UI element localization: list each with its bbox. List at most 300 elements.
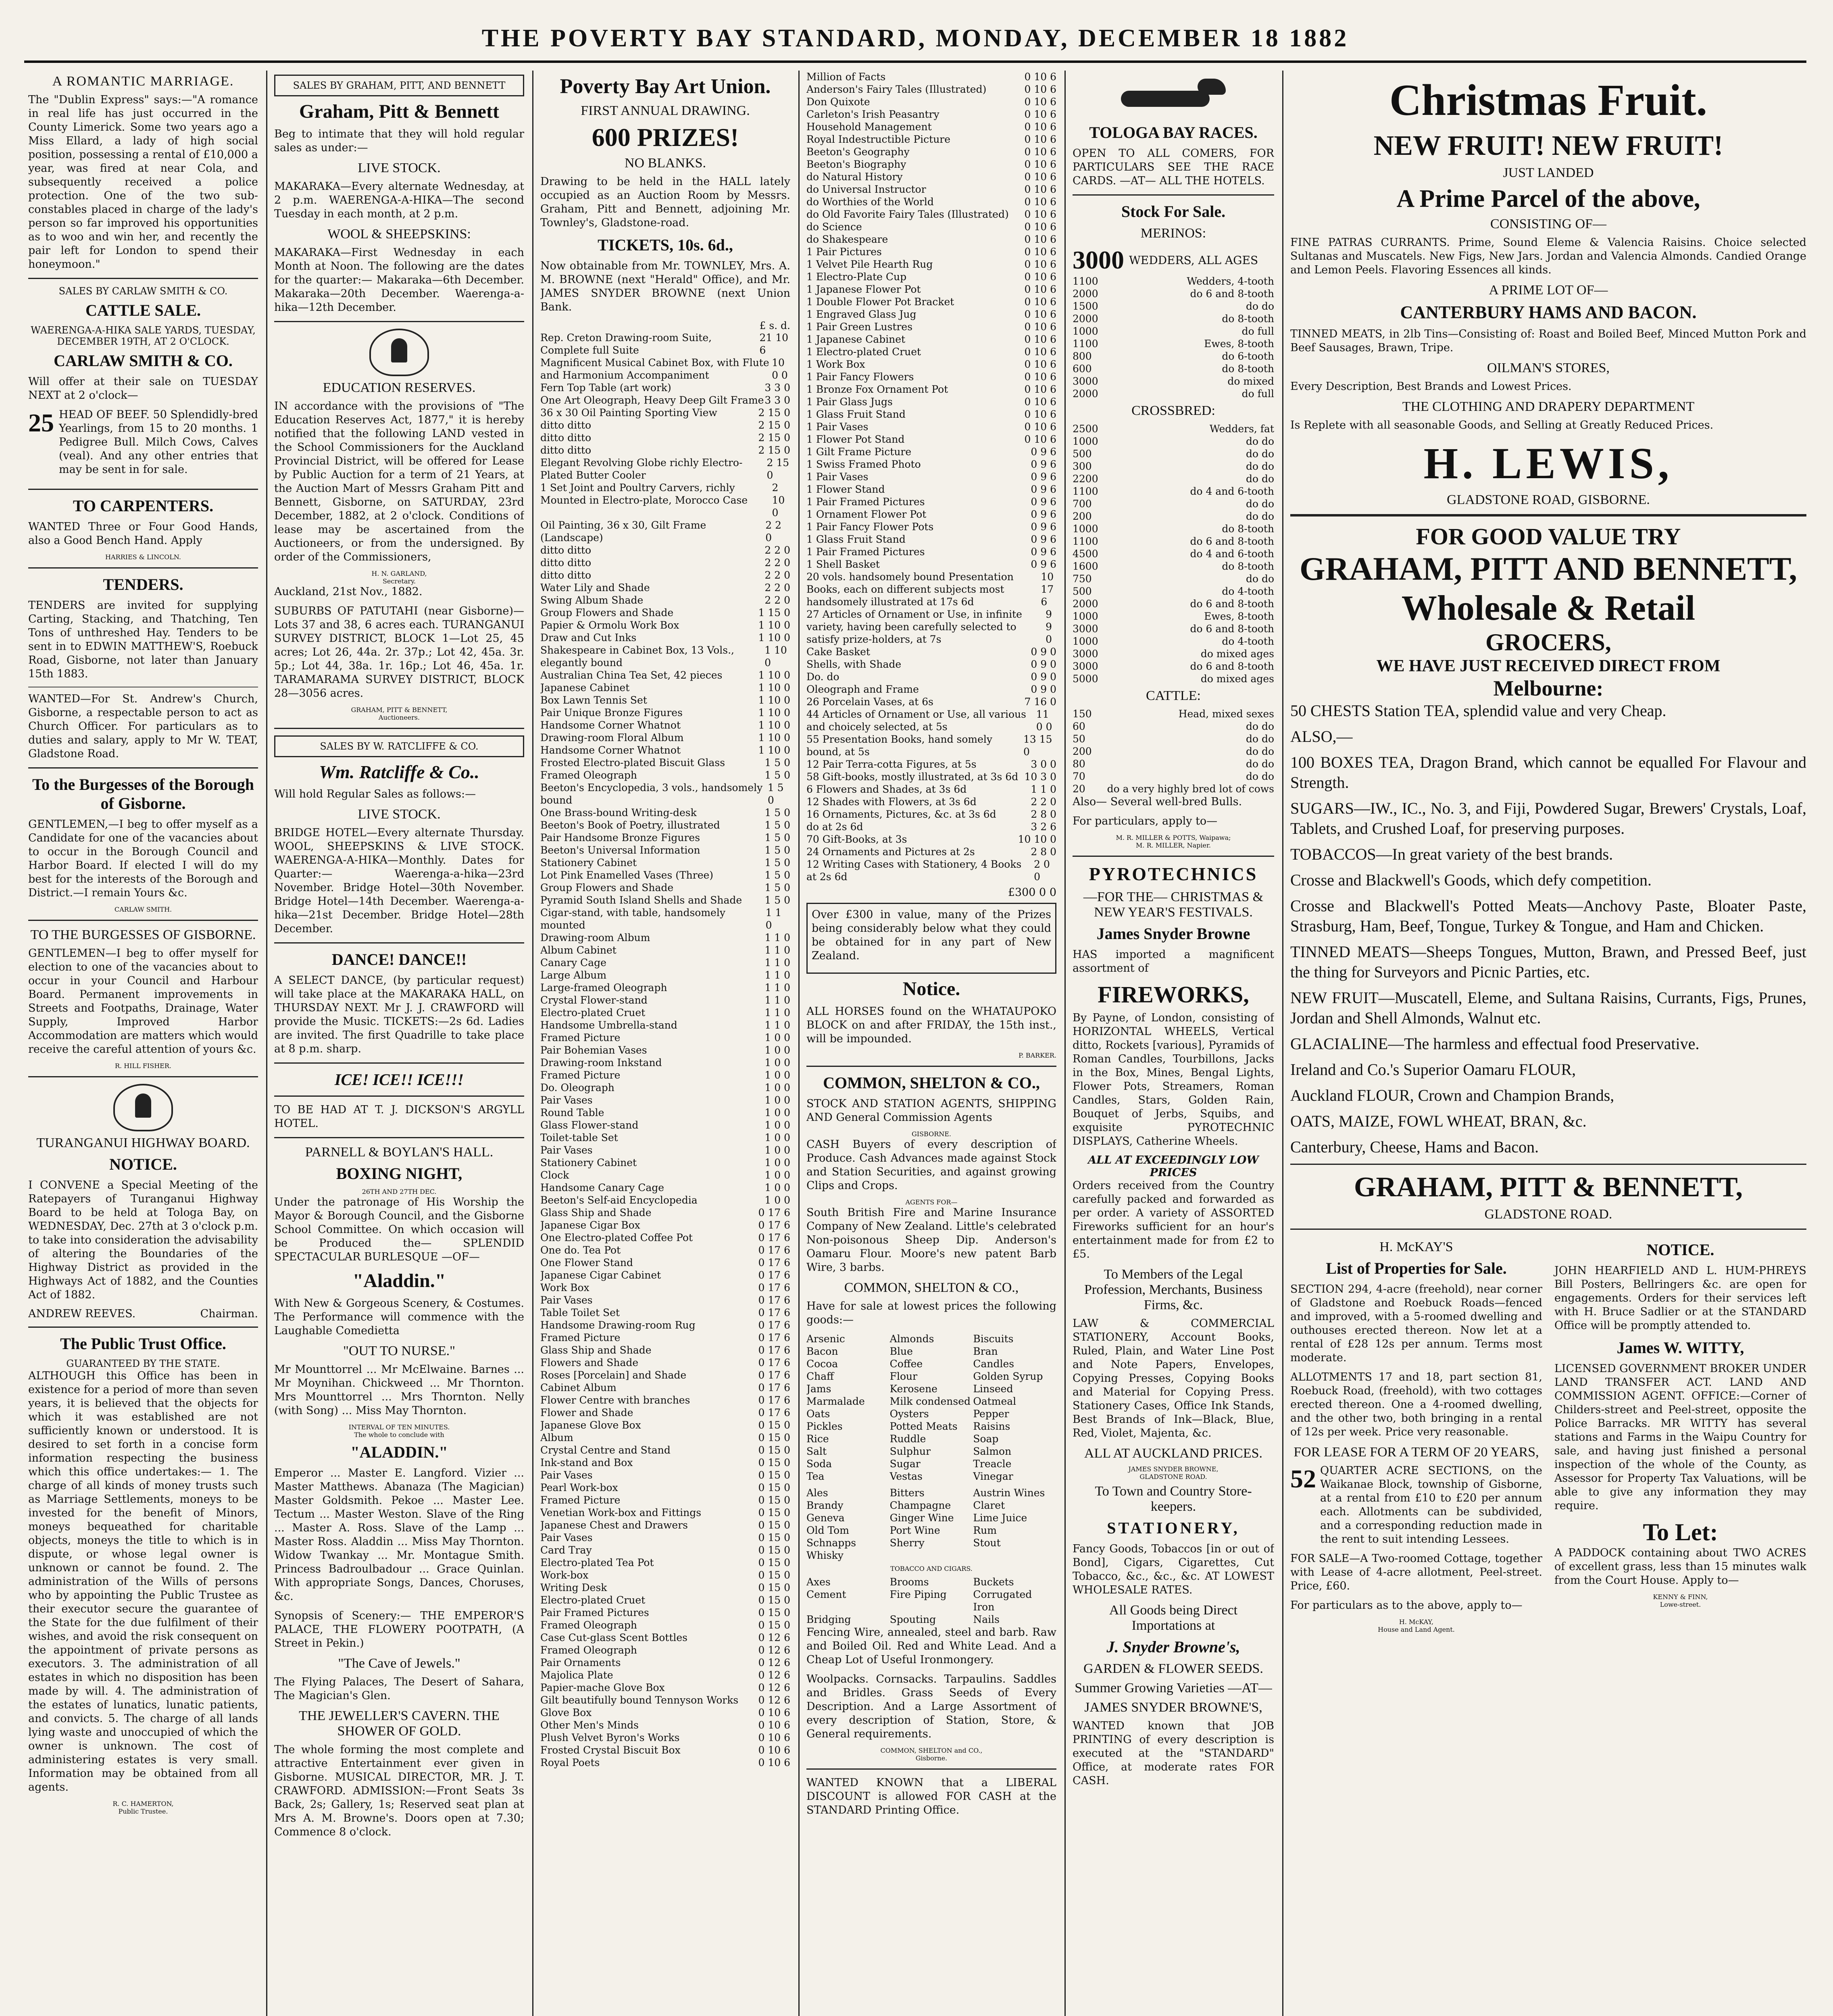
grocers-title: GROCERS, (1485, 629, 1611, 656)
apply-text: For particulars as to the above, apply to— (1290, 1599, 1523, 1612)
prize-row (540, 969, 790, 981)
pyro-sub: —FOR THE— CHRISTMAS & NEW YEAR'S FESTIVALS. (1083, 889, 1264, 920)
prize-row (540, 1456, 790, 1469)
prize-price: 10 0 0 (772, 357, 788, 381)
prize-row (806, 783, 1056, 796)
prize-name: Japanese Cigar Box (540, 1219, 640, 1231)
stock-count: 150 (1073, 708, 1092, 720)
lease-count: 52 (1290, 1464, 1316, 1493)
stock-desc: do mixed ages (1200, 673, 1274, 685)
prize-row (540, 1119, 790, 1131)
closing-text: The whole forming the most complete and attractive Entertainment ever given in Gisborne. MUSICAL DIRECTOR, MR. J. T. CRAWFORD. ADMISSION:—Front Seats 3s Back, 2s; Gallery, 1s; Reserved seat plan at Mrs A. M. Browne's. Doors open at 7.30; Commence 8 o'clock. (274, 1743, 524, 1838)
burgesses-title: To the Burgesses of the Borough of Gisborne. (32, 775, 254, 812)
prize-price: 0 15 0 (758, 1582, 790, 1593)
prize-name: Beeton's Self-aid Encyclopedia (540, 1194, 698, 1206)
stock-desc: do do (1246, 721, 1274, 732)
prize-row (806, 708, 1056, 733)
prize-price: 1 5 0 (764, 857, 790, 868)
stock-count: 3000 (1073, 623, 1098, 635)
prize-row (540, 481, 790, 519)
prize-name: ditto ditto (540, 419, 592, 431)
common-text: CASH Buyers of every description of Produce. Cash Advances made against Stock and Station Securities, and against growing Clips and Crops. (806, 1138, 1056, 1192)
prize-name: 24 Ornaments and Pictures at 2s (806, 846, 975, 858)
goods-item: Pickles (806, 1420, 843, 1432)
divider (1290, 1164, 1806, 1165)
prize-name: Shells, with Shade (806, 658, 902, 670)
prize-row (806, 458, 1056, 471)
prize-name: 1 Japanese Cabinet (806, 333, 906, 345)
prize-row (806, 258, 1056, 271)
goods-list (806, 1333, 1056, 1483)
prize-row (540, 606, 790, 619)
prize-name: Glass Ship and Shade (540, 1344, 652, 1356)
prize-price: 0 12 6 (758, 1669, 790, 1681)
prize-name: 12 Pair Terra-cotta Figures, at 5s (806, 758, 977, 770)
spirits-item: Rum (973, 1524, 997, 1536)
stock-row (1073, 300, 1274, 312)
stock-count: 3000 (1073, 375, 1098, 387)
divider (1290, 514, 1806, 516)
stock-row (1073, 337, 1274, 350)
tobacco-title: TOBACCO AND CIGARS. (890, 1565, 973, 1572)
divider (274, 321, 524, 322)
divider (1290, 1229, 1806, 1230)
stock-count: 2000 (1073, 288, 1098, 300)
jsb-title: James Snyder Browne (1096, 925, 1250, 943)
prize-row (540, 569, 790, 581)
stock-desc: do do (1246, 448, 1274, 460)
goods-item: Cocoa (806, 1358, 838, 1370)
prize-row (540, 1231, 790, 1244)
goods-item: Marmalade (806, 1395, 865, 1407)
goods-item: Jams (806, 1383, 831, 1395)
prize-price: 0 17 6 (758, 1357, 790, 1368)
prize-price: 3 0 0 (1031, 758, 1056, 770)
prize-price: 0 17 6 (758, 1294, 790, 1306)
grocer-line: ALSO,— (1290, 727, 1353, 746)
prize-row (540, 519, 790, 544)
goods-item: Coffee (889, 1358, 923, 1370)
prize-row (540, 1469, 790, 1481)
prize-row (540, 1431, 790, 1444)
prize-row (806, 408, 1056, 421)
merinos-title: MERINOS: (1140, 226, 1206, 241)
prize-name: One Art Oleograph, Heavy Deep Gilt Frame (540, 394, 764, 406)
prize-name: Electro-plated Tea Pot (540, 1557, 654, 1568)
prize-name: Group Flowers and Shade (540, 882, 674, 893)
prize-price: 0 10 6 (758, 1719, 790, 1731)
prize-name: Oil Painting, 36 x 30, Gilt Frame (Landscape) (540, 519, 706, 544)
prize-price: 0 9 6 (1031, 483, 1056, 495)
prize-name: Pair Vases (540, 1469, 593, 1481)
stock-count: 2000 (1073, 598, 1098, 610)
grocer-line: Canterbury, Cheese, Hams and Bacon. (1290, 1138, 1539, 1156)
prize-row (806, 396, 1056, 408)
prize-row (806, 296, 1056, 308)
stock-desc: do 4 and 6-tooth (1190, 548, 1274, 560)
prize-name: Don Quixote (806, 96, 870, 108)
prize-name: ditto ditto (540, 432, 592, 444)
stock-row (1073, 770, 1274, 783)
prize-name: Elegant Revolving Globe richly Electro-Plated Butter Cooler (540, 457, 743, 481)
stock-row (1073, 585, 1274, 598)
lsd-header: £ s. d. (759, 320, 790, 331)
divider (274, 942, 524, 943)
prize-price: 1 0 0 (764, 1044, 790, 1056)
lewis-title: H. LEWIS, (1423, 439, 1673, 488)
divider (806, 1768, 1056, 1770)
prize-name: Flowers and Shade (540, 1357, 639, 1368)
column-rule (1282, 71, 1283, 2016)
melbourne-title: Melbourne: (1493, 676, 1604, 700)
prize-row (540, 1719, 790, 1731)
hardware-item: Spouting (889, 1614, 936, 1625)
burgesses2-title: TO THE BURGESSES OF GISBORNE. (30, 927, 256, 942)
prize-price: 1 5 0 (764, 819, 790, 831)
kenny-sig: KENNY & FINN, (1653, 1593, 1708, 1601)
prize-name: Table Toilet Set (540, 1307, 620, 1318)
prize-row (540, 619, 790, 631)
prize-name: One Flower Stand (540, 1257, 633, 1268)
divider (28, 278, 258, 279)
goods-item: Candles (973, 1358, 1014, 1370)
goods-item: Chaff (806, 1370, 834, 1382)
spirits-item: Ginger Wine (889, 1512, 954, 1524)
prize-name: Handsome Corner Whatnot (540, 744, 681, 756)
prize-row (540, 1169, 790, 1181)
prize-row (806, 146, 1056, 158)
prize-name: 36 x 30 Oil Painting Sporting View (540, 407, 717, 419)
prize-row (806, 846, 1056, 858)
jsb-text: HAS imported a magnificent assortment of (1073, 948, 1274, 975)
prize-name: Glass Ship and Shade (540, 1207, 652, 1218)
prize-name: 1 Electro-plated Cruet (806, 346, 921, 358)
witty-text: LICENSED GOVERNMENT BROKER UNDER LAND TRANSFER ACT. LAND AND COMMISSION AGENT. OFFICE:—Corner of Childers-street and Peel-street, opposite the Police Barracks. MR WITTY has several stations and Farms in the Waipu Country for sale, and having just finished a personal inspection of the whole of the County, as Assessor for Property Tax Valuations, will be able to give any information they may require. (1554, 1362, 1806, 1512)
prize-row (806, 196, 1056, 208)
prize-price: 1 10 0 (758, 694, 790, 706)
prize-name: 1 Pair Vases (806, 471, 869, 483)
prize-row (806, 71, 1056, 83)
stock-count: 600 (1073, 363, 1092, 375)
interval: INTERVAL OF TEN MINUTES. (348, 1423, 450, 1431)
prize-row (540, 719, 790, 731)
prize-row (806, 833, 1056, 846)
prize-price: 0 9 6 (1031, 558, 1056, 570)
stock-desc: Ewes, 8-tooth (1204, 610, 1274, 622)
prize-name: 1 Japanese Flower Pot (806, 283, 921, 295)
prize-name: Oleograph and Frame (806, 683, 919, 695)
divider (28, 1327, 258, 1328)
divider (274, 1137, 524, 1138)
cattle-place: WAERENGA-A-HIKA SALE YARDS, TUESDAY, DECEMBER 19TH, AT 2 O'CLOCK. (31, 325, 256, 347)
prize-row (540, 1306, 790, 1319)
hardware-item: Cement (806, 1589, 846, 1600)
flying-text: The Flying Palaces, The Desert of Sahara, The Magician's Glen. (274, 1676, 524, 1702)
prize-name: Pair Vases (540, 1532, 593, 1543)
fireworks-title: FIREWORKS, (1098, 981, 1249, 1008)
wanted-text: WANTED known that JOB PRINTING of every description is executed at the "STANDARD" Office, at moderate rates FOR CASH. (1073, 1720, 1274, 1787)
prize-price: 1 1 0 (764, 932, 790, 943)
stock-desc: do 6-tooth (1222, 350, 1274, 362)
stock-desc: do 8-tooth (1222, 560, 1274, 572)
new-fruit: NEW FRUIT! NEW FRUIT! (1373, 130, 1723, 161)
received-title: WE HAVE JUST RECEIVED DIRECT FROM (1376, 657, 1721, 675)
stock-row (1073, 325, 1274, 337)
pyro-title: PYROTECHNICS (1089, 864, 1258, 884)
prize-name: Large-framed Oleograph (540, 982, 667, 993)
prize-name: 1 Engraved Glass Jug (806, 308, 916, 320)
prize-price: 1 1 0 (764, 1007, 790, 1018)
prize-row (540, 631, 790, 644)
prize-name: Royal Indestructible Picture (806, 133, 951, 145)
prize-price: 1 0 0 (764, 1132, 790, 1143)
aladdin-text: With New & Gorgeous Scenery, & Costumes. The Performance will commence with the Laughable Comedietta (274, 1297, 524, 1337)
prize-price: 1 5 0 (767, 782, 784, 806)
prize-name: 1 Flower Pot Stand (806, 433, 905, 445)
prize-name: 1 Glass Fruit Stand (806, 533, 906, 545)
grocer-line: TINNED MEATS—Sheeps Tongues, Mutton, Brawn, and Pressed Beef, just the thing for Surveyors and Picnic Parties, etc. (1290, 943, 1806, 981)
prize-row (806, 533, 1056, 546)
prize-name: Japanese Cigar Cabinet (540, 1269, 661, 1281)
prize-name: Venetian Work-box and Fittings (540, 1507, 702, 1518)
prize-row (540, 544, 790, 556)
prize-row (806, 371, 1056, 383)
prize-name: 44 Articles of Ornament or Use, all various and choicely selected, at 5s (806, 708, 1027, 733)
prize-row (540, 1644, 790, 1656)
stock-desc: do 4-tooth (1222, 585, 1274, 597)
prize-price: 0 9 6 (1031, 471, 1056, 483)
prize-name: ditto ditto (540, 569, 592, 581)
tinned-text: TINNED MEATS, in 2lb Tins—Consisting of: Roast and Boiled Beef, Minced Mutton Pork and Beef Sausages, Brawn, Tripe. (1290, 328, 1806, 354)
crossbred-list (1073, 423, 1274, 685)
prize-name: ditto ditto (540, 544, 592, 556)
spirits-item: Claret (973, 1500, 1005, 1511)
prize-row (806, 321, 1056, 333)
racehorse-icon (1105, 75, 1242, 119)
prize-price: 0 10 6 (1024, 83, 1056, 95)
prize-row (806, 808, 1056, 821)
stock-count: 1500 (1073, 300, 1098, 312)
prize-row (540, 444, 790, 456)
prize-row (540, 819, 790, 831)
prize-name: Stationery Cabinet (540, 857, 637, 868)
whole-text: The whole to conclude with (354, 1431, 444, 1439)
prize-name: 1 Pair Glass Jugs (806, 396, 893, 408)
prize-name: Framed Picture (540, 1332, 621, 1343)
prize-row (806, 733, 1056, 758)
education-date: Auckland, 21st Nov., 1882. (274, 585, 423, 598)
prize-row (540, 769, 790, 781)
prize-name: Do. do (806, 671, 839, 683)
prize-name: Crystal Flower-stand (540, 994, 648, 1006)
highway-sig: ANDREW REEVES. (28, 1308, 136, 1320)
common-sub: STOCK AND STATION AGENTS, SHIPPING AND General Commission Agents (806, 1098, 1056, 1124)
prize-name: 1 Pair Framed Pictures (806, 546, 925, 558)
prize-name: 1 Pair Vases (806, 421, 869, 433)
stock-count: 1600 (1073, 560, 1098, 572)
prize-price: 0 10 6 (1024, 258, 1056, 270)
prize-row (540, 1269, 790, 1281)
prize-name: Glass Flower-stand (540, 1119, 639, 1131)
prize-row (540, 1181, 790, 1194)
prize-row (540, 1494, 790, 1506)
prize-name: do Natural History (806, 171, 903, 183)
grocer-line: 100 BOXES TEA, Dragon Brand, which cannot be equalled For Flavour and Strength. (1290, 753, 1806, 791)
prize-price: 1 1 0 (764, 994, 790, 1006)
stock-row (1073, 660, 1274, 673)
prize-price: 1 0 0 (764, 1107, 790, 1118)
spirits-item: Sherry (889, 1537, 925, 1549)
prize-price: 1 5 0 (764, 869, 790, 881)
live-stock-title: LIVE STOCK. (358, 160, 441, 175)
prize-name: Lot Pink Enamelled Vases (Three) (540, 869, 714, 881)
orders-text: Orders received from the Country carefully packed and forwarded as per order. A variety of ASSORTED Fireworks sufficient for an hour's entertainment made for from £2 to £5. (1073, 1179, 1274, 1260)
prize-price: 0 15 0 (758, 1494, 790, 1506)
prize-price: 0 9 0 (1031, 646, 1056, 658)
stock-desc: do do (1246, 573, 1274, 585)
prize-price: 1 0 0 (764, 1119, 790, 1131)
stock-desc: do 8-tooth (1222, 313, 1274, 325)
spirits-item: Champagne (889, 1500, 951, 1511)
prize-price: 0 12 6 (758, 1632, 790, 1643)
prize-price: 0 17 6 (758, 1307, 790, 1318)
prize-price: 0 17 6 (758, 1282, 790, 1293)
column-5 (1073, 71, 1274, 2016)
prize-row (806, 758, 1056, 771)
prize-price: 2 2 0 (764, 544, 790, 556)
prize-row (540, 731, 790, 744)
prize-row (540, 419, 790, 431)
goods-item: Ruddle (889, 1433, 926, 1445)
goods-item: Oats (806, 1408, 830, 1420)
stock-count: 500 (1073, 448, 1092, 460)
prize-row (540, 706, 790, 719)
prize-price: 0 15 0 (758, 1607, 790, 1618)
divider (28, 489, 258, 490)
prize-price: 2 15 0 (758, 407, 790, 419)
prize-name: Writing Desk (540, 1582, 607, 1593)
fireworks-text: By Payne, of London, consisting of HORIZONTAL WHEELS, Vertical ditto, Rockets [various], Pyramids of Roman Candles, Tourbillons, Jacks in the Box, Mines, Bengal Lights, Flower Pots, Streamers, Roman Candles, Stars, Golden Rain, Bouquet of Jerbs, Squibs, and exquisite PYROTECHNIC DISPLAYS, Catherine Wheels. (1073, 1012, 1274, 1148)
prize-price: 0 10 6 (1024, 158, 1056, 170)
prize-row (540, 1294, 790, 1306)
divider (28, 567, 258, 569)
prize-price: 0 10 6 (1024, 171, 1056, 183)
prize-name: Framed Picture (540, 1069, 621, 1081)
masthead (24, 16, 1806, 63)
prize-name: Pyramid South Island Shells and Shade (540, 894, 742, 906)
prize-name: Majolica Plate (540, 1669, 613, 1681)
prize-price: 0 15 0 (758, 1419, 790, 1431)
prize-price: 0 10 6 (1024, 371, 1056, 383)
stock-row (1073, 423, 1274, 435)
prize-row (540, 1594, 790, 1606)
prize-name: Papier & Ormolu Work Box (540, 619, 679, 631)
prize-price: 1 10 0 (758, 682, 790, 694)
stock-desc: do 6 and 8-tooth (1190, 288, 1274, 300)
stock-desc: do 6 and 8-tooth (1190, 535, 1274, 547)
gpb2-title: GRAHAM, PITT & BENNETT, (1354, 1172, 1743, 1203)
notice-text: JOHN HEARFIELD AND L. HUM-PHREYS Bill Posters, Bellringers &c. are open for engagements. Orders for their services left with H. Bruce Sadlier or at the STANDARD Office will be promptly attended to. (1554, 1264, 1806, 1332)
prize-row (806, 183, 1056, 196)
hardware-item: Nails (973, 1614, 1000, 1625)
prize-row (806, 696, 1056, 708)
prize-row (806, 358, 1056, 371)
prize-price: 0 10 6 (1024, 133, 1056, 145)
prize-price: 0 15 0 (758, 1619, 790, 1631)
grocer-line: Crosse and Blackwell's Goods, which defy competition. (1290, 871, 1652, 889)
country-title: To Town and Country Store-keepers. (1095, 1484, 1252, 1514)
prize-price: 2 15 0 (758, 419, 790, 431)
prize-price: 1 0 0 (764, 1144, 790, 1156)
burgesses-text: GENTLEMEN,—I beg to offer myself as a Candidate for one of the vacancies about to occur in the Borough Council and Harbor Board. If elected I will do my best for the interests of the Borough and District.—I remain Yours &c. (28, 818, 258, 899)
stock-row (1073, 783, 1274, 795)
prize-price: 0 15 0 (758, 1457, 790, 1468)
clothing-title: THE CLOTHING AND DRAPERY DEPARTMENT (1402, 399, 1695, 414)
prize-price: 0 17 6 (758, 1344, 790, 1356)
grocer-line: SUGARS—IW., IC., No. 3, and Fiji, Powdered Sugar, Brewers' Crystals, Loaf, Tablets, and Crushed Loaf, for preserving purposes. (1290, 799, 1806, 837)
goods-item: Soda (806, 1458, 832, 1470)
prize-row (540, 1506, 790, 1519)
hardware-item: Bridging (806, 1614, 851, 1625)
prize-name: Roses [Porcelain] and Shade (540, 1369, 687, 1381)
prize-row (540, 1694, 790, 1706)
goods-item: Blue (889, 1345, 913, 1357)
stock-row (1073, 635, 1274, 648)
prize-row (806, 121, 1056, 133)
prize-row (540, 1556, 790, 1569)
gpb-sig-role: Auctioneers. (378, 714, 420, 721)
stock-desc: do 8-tooth (1222, 363, 1274, 375)
prize-price: 1 0 0 (764, 1194, 790, 1206)
stock-desc: Wedders, 4-tooth (1187, 275, 1274, 287)
prize-price: 2 2 0 (1031, 796, 1056, 808)
prize-name: 1 Pair Fancy Flower Pots (806, 521, 934, 533)
prize-row (540, 1094, 790, 1106)
romance-text: The "Dublin Express" says:—"A romance in real life has just occurred in the County Limerick. Some two years ago a Miss Ellard, a lady of high social position, possessing a rental of £10,000 a year, was fired at near Cola, and subsequently received a police protection. One of the two sub-constables placed in charge of the lady's person so far improved his opportunities as to woo and win her, and recently the pair left for London to spend their honeymoon." (28, 94, 258, 271)
stock-count: 800 (1073, 350, 1092, 362)
prize-row (540, 1056, 790, 1069)
prize-row (540, 1656, 790, 1669)
carpenters-title: TO CARPENTERS. (73, 497, 214, 515)
prize-price: 0 10 6 (1024, 183, 1056, 195)
column-6 (1290, 71, 1806, 2016)
stock-desc: Wedders, fat (1209, 423, 1274, 435)
stock-row (1073, 473, 1274, 485)
prize-price: 0 15 0 (758, 1594, 790, 1606)
sales-by: SALES BY CARLAW SMITH & CO. (58, 285, 228, 297)
prize-name: Pair Unique Bronze Figures (540, 707, 683, 719)
prize-name: Plush Velvet Byron's Works (540, 1732, 680, 1743)
mckay-text-2: ALLOTMENTS 17 and 18, part section 81, Roebuck Road, (freehold), with two cottages erected thereon. One a 4-roomed dwelling, and the other two, both bringing in a rental of 12s per week. Price very reasonable. (1290, 1371, 1542, 1438)
apply-text: For particulars, apply to— (1073, 815, 1218, 827)
wool-title: WOOL & SHEEPSKINS: (327, 227, 471, 242)
prize-row (540, 1244, 790, 1256)
stationery-text: Fancy Goods, Tobaccos [in or out of Bond], Cigars, Cigarettes, Cut Tobacco, &c., &c., &c. AT LOWEST WHOLESALE RATES. (1073, 1543, 1274, 1596)
dance-text: A SELECT DANCE, (by particular request) will take place at the MAKARAKA HALL, on THURSDAY NEXT. Mr J. J. CRAWFORD will provide the Music. TICKETS:—2s 6d. Ladies are invited. The first Quadrille to take place at 8 p.m. sharp. (274, 974, 524, 1055)
prize-row (540, 1081, 790, 1094)
fruits-text: FINE PATRAS CURRANTS. Prime, Sound Eleme & Valencia Raisins. Choice selected Sultanas and Muscatels. New Figs, New Jars. Jordan and Valencia Almonds. Candied Orange and Lemon Peels. Flavoring Essences all kinds. (1290, 236, 1806, 276)
prize-row (806, 471, 1056, 483)
prize-row (540, 1706, 790, 1719)
prize-row (540, 1681, 790, 1694)
prize-name: Japanese Glove Box (540, 1419, 641, 1431)
prize-price: 0 10 6 (1024, 146, 1056, 158)
prize-name: ditto ditto (540, 557, 592, 569)
prize-name: 12 Writing Cases with Stationery, 4 Books at 2s 6d (806, 858, 1022, 883)
crossbred-title: CROSSBRED: (1131, 403, 1215, 418)
legal-title: To Members of the Legal Profession, Merchants, Business Firms, &c. (1084, 1267, 1262, 1312)
prize-price: 0 15 0 (758, 1519, 790, 1531)
